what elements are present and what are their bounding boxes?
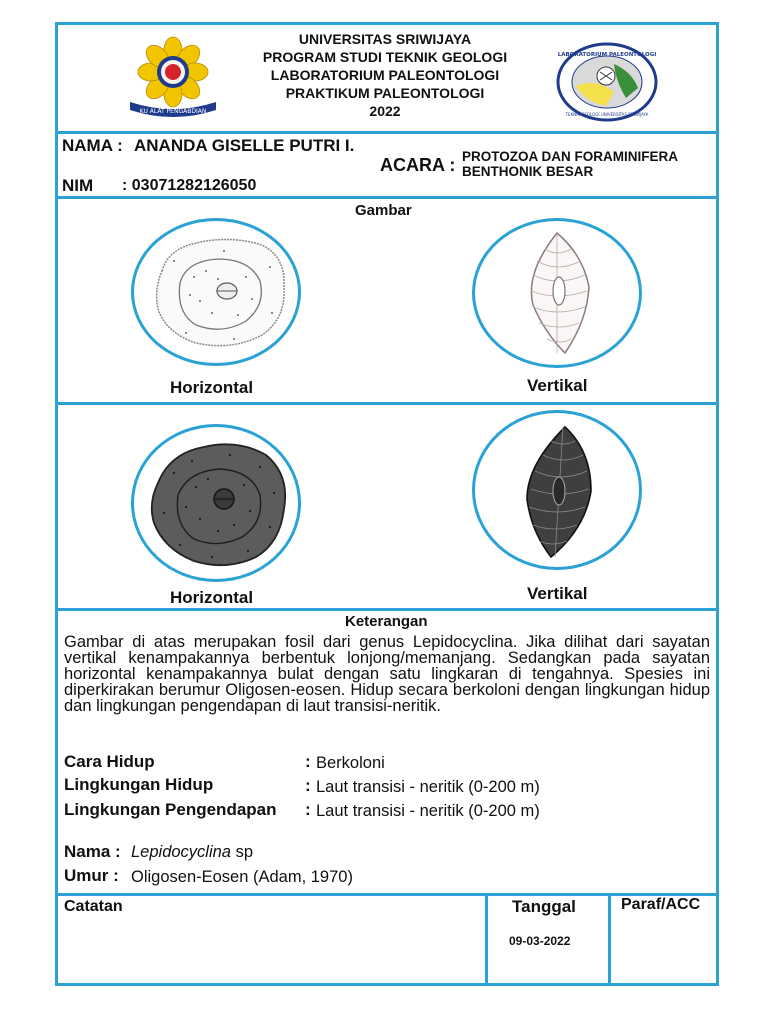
nim-value: : 03071282126050 — [122, 177, 257, 194]
left-logo — [124, 36, 222, 120]
nama-spesies-label: Nama : — [64, 842, 121, 861]
header-praktikum: PRAKTIKUM PALEONTOLOGI — [285, 85, 485, 101]
divider-gambar-rows — [55, 402, 719, 405]
lingkungan-hidup-label: Lingkungan Hidup — [64, 775, 214, 794]
nim-label: NIM — [62, 176, 94, 195]
divider-tanggal — [485, 893, 488, 986]
umur-value: Oligosen-Eosen (Adam, 1970) — [131, 868, 353, 886]
caption-horizontal-top: Horizontal — [170, 378, 254, 397]
divider-header — [55, 131, 719, 134]
lingkungan-pengendapan-value: Laut transisi - neritik (0-200 m) — [316, 802, 540, 820]
figure-horizontal-dark — [131, 424, 301, 582]
lingkungan-pengendapan-colon: : — [305, 800, 311, 819]
divider-paraf — [608, 893, 611, 986]
svg-text:KU ALAT PENGABDIAN: KU ALAT PENGABDIAN — [139, 108, 207, 115]
lingkungan-pengendapan-label: Lingkungan Pengendapan — [64, 800, 277, 819]
cara-hidup-value: Berkoloni — [316, 754, 385, 772]
cara-hidup-label: Cara Hidup — [64, 752, 155, 771]
nama-suffix: sp — [230, 843, 253, 861]
nama-value: ANANDA GISELLE PUTRI I. — [134, 136, 355, 155]
header-university: UNIVERSITAS SRIWIJAYA — [298, 31, 472, 47]
right-logo — [556, 42, 658, 122]
paraf-label: Paraf/ACC — [621, 896, 701, 913]
svg-text:TEKNIK GEOLOGI UNIVERSITAS SRI: TEKNIK GEOLOGI UNIVERSITAS SRIWIJAYA — [565, 112, 649, 117]
divider-footer — [55, 893, 719, 896]
keterangan-title: Keterangan — [345, 613, 428, 630]
lingkungan-hidup-colon: : — [305, 776, 311, 795]
umur-label: Umur : — [64, 866, 119, 885]
nama-genus: Lepidocyclina — [131, 843, 231, 861]
gambar-title: Gambar — [355, 202, 412, 219]
acara-label: ACARA : — [380, 155, 456, 175]
cara-hidup-colon: : — [305, 752, 311, 771]
nama-label: NAMA : — [62, 136, 123, 155]
catatan-label: Catatan — [64, 898, 123, 915]
header-program: PROGRAM STUDI TEKNIK GEOLOGI — [262, 49, 508, 65]
caption-vertikal-top: Vertikal — [527, 376, 588, 395]
header-year: 2022 — [369, 103, 401, 119]
lingkungan-hidup-value: Laut transisi - neritik (0-200 m) — [316, 778, 540, 796]
figure-vertical-dark — [472, 410, 642, 570]
keterangan-paragraph: Gambar di atas merupakan fosil dari genus Lepidocyclina. Jika dilihat dari sayatan vertikal kenampakannya berbentuk lonjong/memanjang. Sedangkan pada sayatan horizontal kenampakannya bulat dengan satu lingkaran di tengahnya. Spesies ini diperkirakan berumur Oligosen-eosen. Hidup secara berkoloni dengan lingkungan hidup dan lingkungan pengendapan di laut transisi-neritik. — [64, 633, 710, 715]
divider-identity — [55, 196, 719, 199]
figure-horizontal-light — [131, 218, 301, 366]
header-lab: LABORATORIUM PALEONTOLOGI — [270, 67, 500, 83]
figure-vertical-light — [472, 218, 642, 368]
acara-line2: BENTHONIK BESAR — [462, 164, 594, 179]
tanggal-label: Tanggal — [512, 897, 576, 916]
caption-horizontal-bottom: Horizontal — [170, 588, 254, 607]
svg-text:LABORATORIUM PALEONTOLOGI: LABORATORIUM PALEONTOLOGI — [557, 52, 657, 58]
caption-vertikal-bottom: Vertikal — [527, 584, 588, 603]
divider-gambar — [55, 608, 719, 611]
acara-line1: PROTOZOA DAN FORAMINIFERA — [462, 149, 678, 164]
tanggal-value: 09-03-2022 — [509, 934, 571, 948]
